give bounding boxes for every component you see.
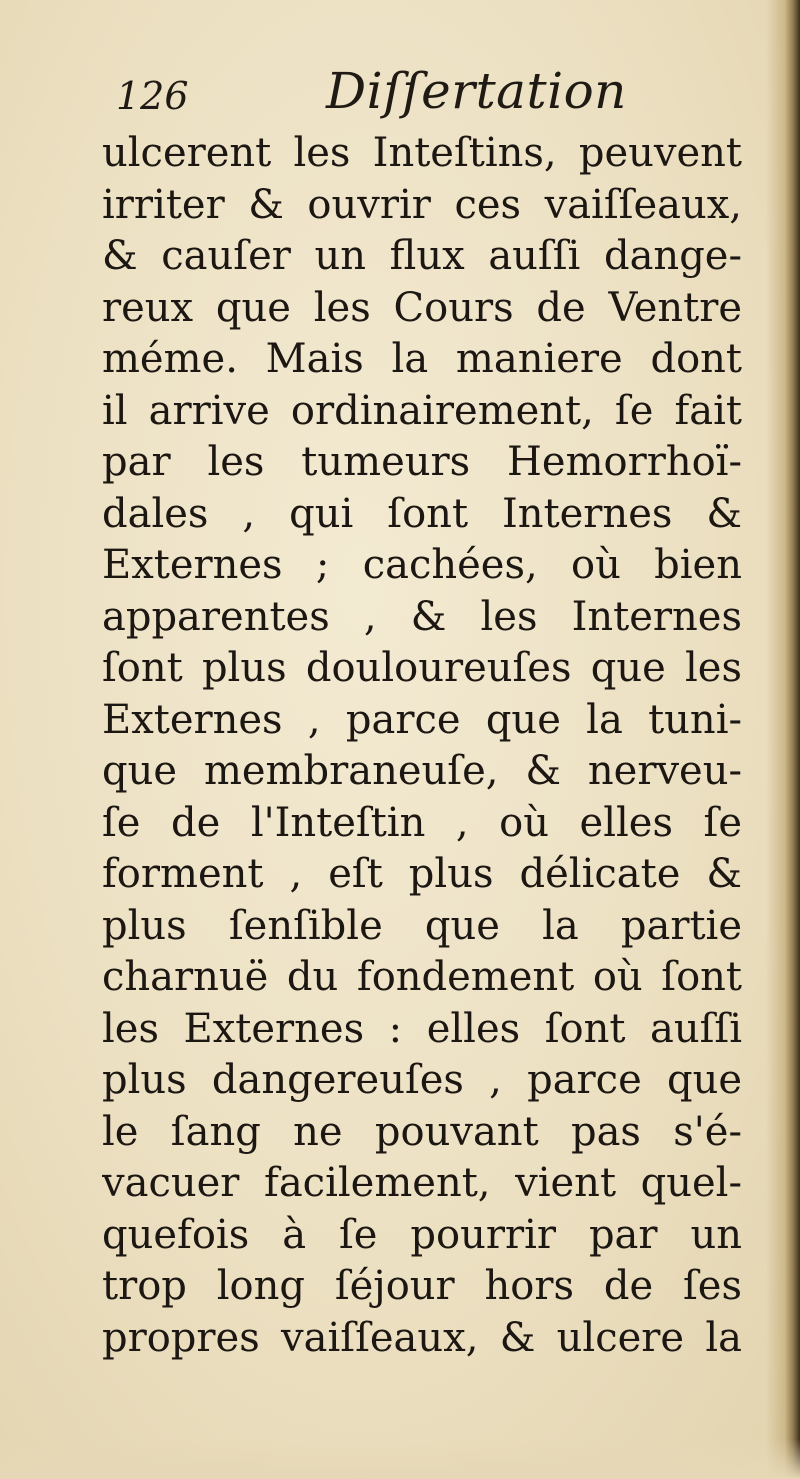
text-line: propres vaiſſeaux, & ulcere la <box>102 1314 742 1361</box>
body-text <box>102 128 742 1364</box>
text-line: ſe de l'Inteſtin , où elles ſe <box>102 799 742 846</box>
text-line: trop long ſéjour hors de ſes <box>102 1263 742 1309</box>
text-line: charnuë du fondement où ſont <box>102 954 742 1000</box>
text-line: Externes , parce que la tuni- <box>102 696 742 743</box>
text-line: Externes ; cachées, où bien <box>102 542 742 588</box>
text-line: que membraneuſe, & nerveu- <box>102 748 742 794</box>
text-line: les Externes : elles ſont auſſi <box>102 1005 742 1052</box>
text-line: irriter & ouvrir ces vaiſſeaux, <box>102 181 742 228</box>
text-line: plus dangereuſes , parce que <box>102 1057 742 1103</box>
page-bottom-margin <box>0 1439 800 1479</box>
text-line: ſont plus douloureuſes que les <box>102 645 742 691</box>
text-line: méme. Mais la maniere dont <box>102 336 742 382</box>
text-line: dales , qui ſont Internes & <box>102 490 742 537</box>
text-line: par les tumeurs Hemorrhoï- <box>102 439 742 485</box>
text-line: quefois à ſe pourrir par un <box>102 1211 742 1258</box>
text-line: forment , eſt plus délicate & <box>102 851 742 897</box>
text-line: vacuer facilement, vient quel- <box>102 1160 742 1206</box>
text-line: apparentes , & les Internes <box>102 593 742 640</box>
text-line: ulcerent les Inteſtins, peuvent <box>102 130 742 176</box>
running-title: Diſſertation <box>326 62 627 120</box>
page-edge-shadow <box>766 0 800 1479</box>
text-line: reux que les Cours de Ventre <box>102 284 742 331</box>
page-number: 126 <box>116 74 189 118</box>
text-line: plus ſenſible que la partie <box>102 902 742 949</box>
text-line: il arrive ordinairement, ſe fait <box>102 387 742 434</box>
text-line: le ſang ne pouvant pas s'é- <box>102 1108 742 1155</box>
page-header <box>116 62 636 132</box>
text-line: & cauſer un flux auſſi dange- <box>102 233 742 279</box>
